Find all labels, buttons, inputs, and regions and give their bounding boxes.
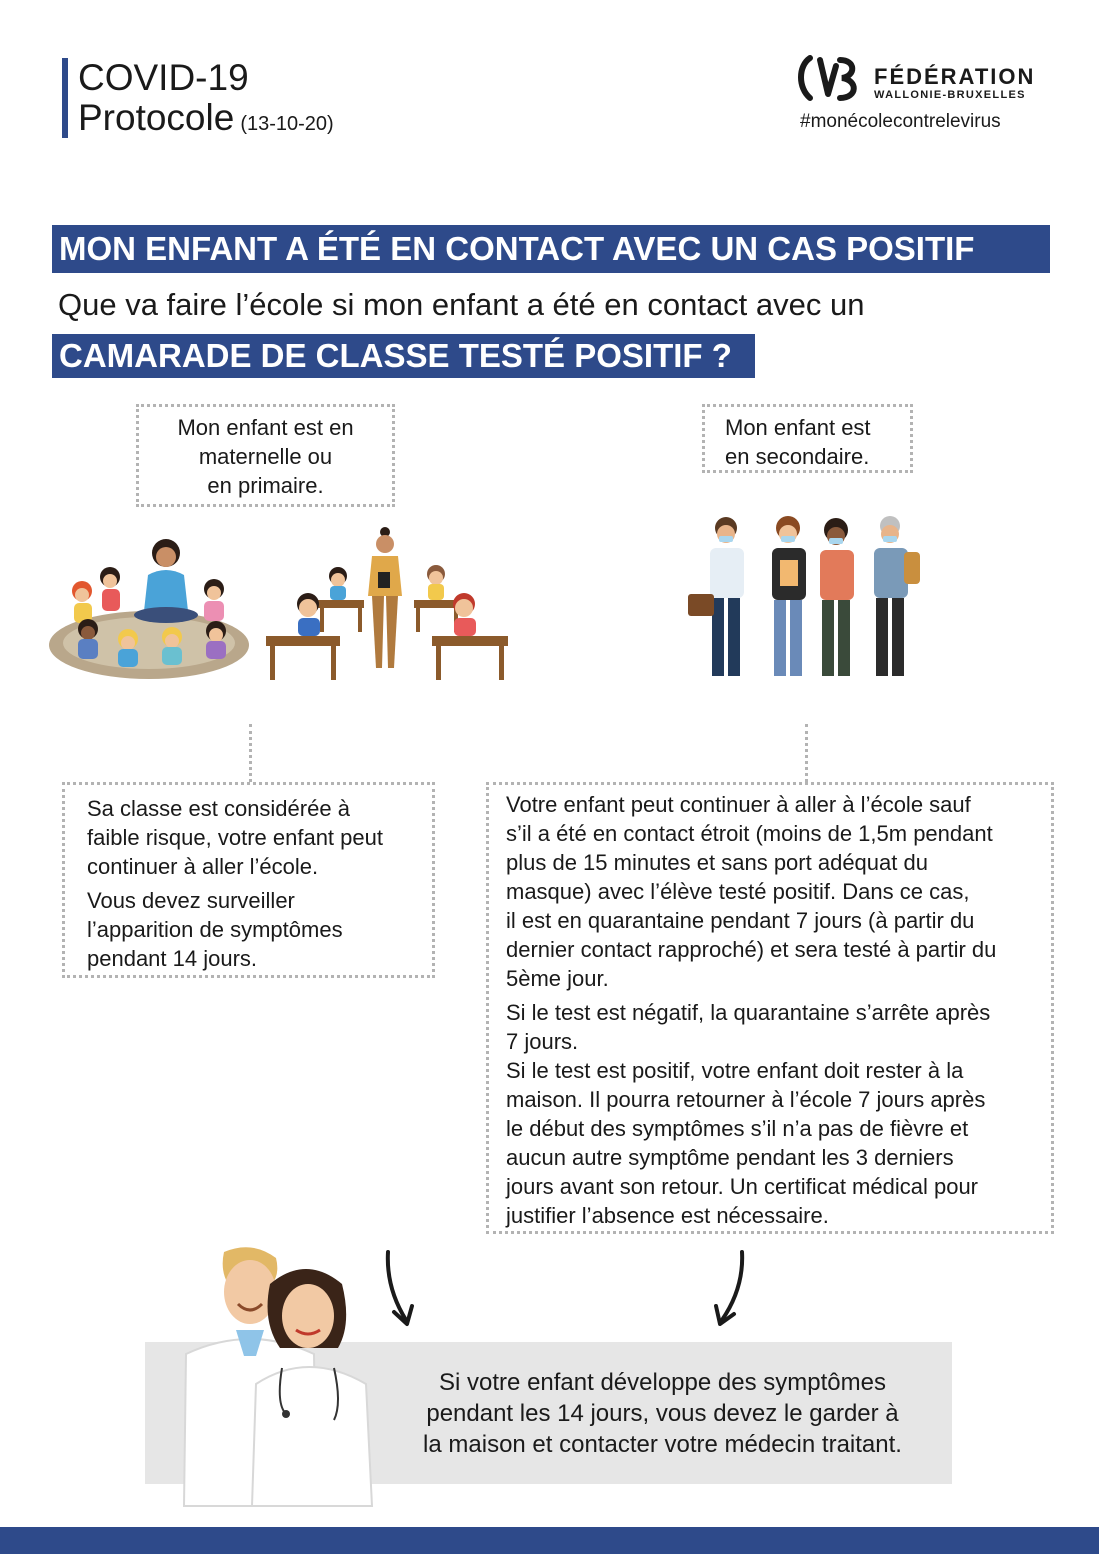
- callout-line: Si votre enfant développe des symptômes: [439, 1369, 886, 1396]
- header-protocol-label: Protocole: [78, 97, 235, 138]
- fwb-logo-icon: [796, 52, 860, 104]
- header-title-line2: [78, 98, 334, 144]
- callout-line: pendant les 14 jours, vous devez le garder à: [426, 1400, 899, 1427]
- logo-subtitle: WALLONIE-BRUXELLES: [874, 89, 1026, 101]
- arrow-down-icon: [382, 1248, 422, 1330]
- branch-label-primary: [136, 404, 395, 507]
- teenagers-masks-illustration: [688, 512, 922, 682]
- result-paragraph: Sa classe est considérée à faible risque, votre enfant peut continuer à aller l’école.: [87, 796, 383, 879]
- question-banner: CAMARADE DE CLASSE TESTÉ POSITIF ?: [52, 334, 755, 378]
- branch-label-line: maternelle ou: [198, 444, 333, 469]
- branch-label-line: Mon enfant est: [725, 415, 871, 440]
- branch-label-secondary: [702, 404, 913, 473]
- header-title-line1: COVID-19: [78, 57, 249, 98]
- arrow-down-icon: [708, 1248, 748, 1330]
- question-line1: Que va faire l’école si mon enfant a été en contact avec un: [58, 287, 865, 322]
- result-paragraph: Vous devez surveiller l’apparition de symptômes pendant 14 jours.: [87, 888, 343, 971]
- children-circle-illustration: [48, 533, 250, 683]
- callout-line: la maison et contacter votre médecin traitant.: [423, 1431, 902, 1458]
- header-date: (13-10-20): [240, 113, 334, 135]
- branch-label-line: en primaire.: [207, 473, 324, 498]
- result-primary: [62, 782, 435, 978]
- doctors-illustration: [176, 1244, 376, 1506]
- result-secondary: [486, 782, 1054, 1234]
- result-paragraph: Si le test est négatif, la quarantaine s’arrête après 7 jours. Si le test est positif, votre enfant doit rester à la maison. Il pourra retourner à l’école 7 jours après le début des symptômes s’il n’a pas de fièvre et aucun autre symptôme pendant les 3 derniers jours avant son retour. Un certificat médical pour justifier l’absence est nécessaire.: [506, 1000, 991, 1228]
- branch-label-line: en secondaire.: [725, 444, 870, 469]
- result-paragraph: Votre enfant peut continuer à aller à l’école sauf s’il a été en contact étroit (moins de 1,5m pendant plus de 15 minutes et sans port adéquat du masque) avec l’élève testé positif. Dans ce cas, il est en quarantaine pendant 7 jours (à partir du dernier contact rapproché) et sera testé à partir du 5ème jour.: [506, 792, 997, 991]
- hashtag: #monécolecontrelevirus: [800, 111, 1001, 132]
- callout-text: [380, 1367, 945, 1460]
- header-accent-bar: [62, 58, 68, 138]
- classroom-illustration: [264, 526, 510, 682]
- branch-label-line: Mon enfant est en: [177, 415, 354, 440]
- logo-name: FÉDÉRATION: [874, 64, 1036, 89]
- connector-line-left: [249, 724, 252, 782]
- main-title-banner: MON ENFANT A ÉTÉ EN CONTACT AVEC UN CAS POSITIF: [52, 225, 1050, 273]
- connector-line-right: [805, 724, 808, 782]
- footer-bar: [0, 1527, 1099, 1554]
